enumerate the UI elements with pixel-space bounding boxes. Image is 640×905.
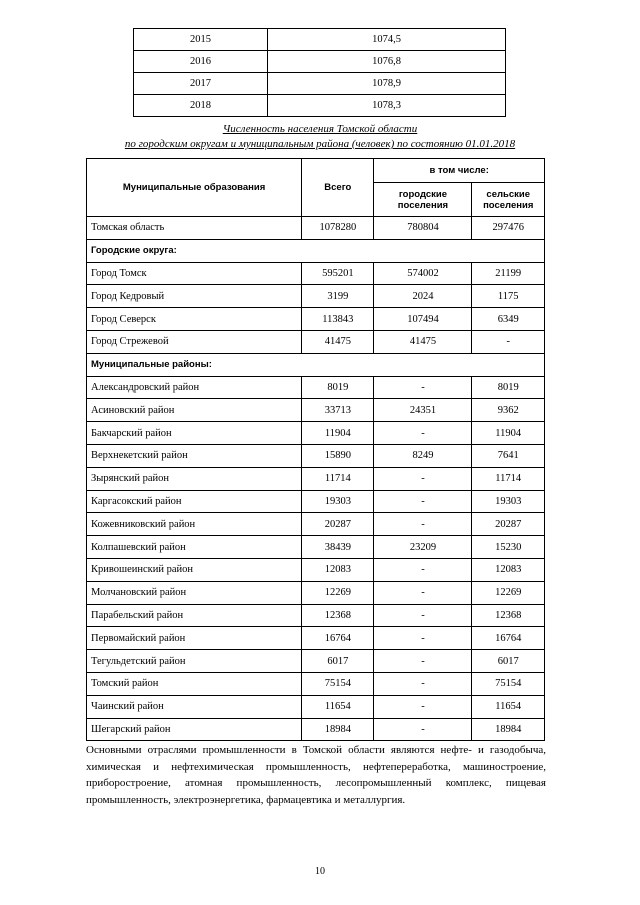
cell-urban: 574002 xyxy=(374,262,472,285)
cell-total: 11904 xyxy=(302,422,374,445)
cell-urban: - xyxy=(374,581,472,604)
table-row xyxy=(134,73,506,95)
table-row xyxy=(87,444,545,467)
cell-name: Тегульдетский район xyxy=(87,650,302,673)
cell-urban: - xyxy=(374,672,472,695)
cell-urban: - xyxy=(374,467,472,490)
population-by-year-table xyxy=(133,28,506,117)
cell-rural: 18984 xyxy=(472,718,545,741)
cell-name: Колпашевский район xyxy=(87,536,302,559)
table-row xyxy=(87,627,545,650)
cell-name: Парабельский район xyxy=(87,604,302,627)
cell-urban: 107494 xyxy=(374,308,472,331)
table-row xyxy=(87,604,545,627)
table-row xyxy=(87,308,545,331)
cell-total: 3199 xyxy=(302,285,374,308)
cell-rural: 297476 xyxy=(472,217,545,240)
table-row xyxy=(87,672,545,695)
cell-rural: 12083 xyxy=(472,558,545,581)
cell-name: Чаинский район xyxy=(87,695,302,718)
section-row-urban-districts xyxy=(87,239,545,262)
table-row xyxy=(87,330,545,353)
cell-value: 1078,9 xyxy=(268,73,506,95)
section-label: Муниципальные районы: xyxy=(87,353,545,376)
header-urban: городские поселения xyxy=(374,183,472,217)
caption-line-2: по городским округам и муниципальным района (человек) по состоянию 01.01.2018 xyxy=(124,138,516,150)
cell-urban: - xyxy=(374,376,472,399)
cell-name: Кривошеинский район xyxy=(87,558,302,581)
cell-total: 8019 xyxy=(302,376,374,399)
cell-name: Зырянский район xyxy=(87,467,302,490)
cell-total: 12083 xyxy=(302,558,374,581)
cell-urban: - xyxy=(374,422,472,445)
cell-name: Город Северск xyxy=(87,308,302,331)
cell-total: 19303 xyxy=(302,490,374,513)
cell-name: Бакчарский район xyxy=(87,422,302,445)
cell-rural: 21199 xyxy=(472,262,545,285)
table-row xyxy=(87,558,545,581)
cell-name: Город Томск xyxy=(87,262,302,285)
cell-urban: 41475 xyxy=(374,330,472,353)
cell-name: Верхнекетский район xyxy=(87,444,302,467)
table-row xyxy=(87,513,545,536)
table-row-region xyxy=(87,217,545,240)
cell-urban: - xyxy=(374,627,472,650)
cell-rural: 6349 xyxy=(472,308,545,331)
cell-name: Александровский район xyxy=(87,376,302,399)
cell-total: 1078280 xyxy=(302,217,374,240)
table-row xyxy=(87,650,545,673)
cell-urban: - xyxy=(374,650,472,673)
table-row xyxy=(87,536,545,559)
cell-total: 18984 xyxy=(302,718,374,741)
cell-total: 12368 xyxy=(302,604,374,627)
header-rural: сельские поселения xyxy=(472,183,545,217)
cell-year: 2015 xyxy=(134,29,268,51)
cell-total: 113843 xyxy=(302,308,374,331)
table-row xyxy=(87,399,545,422)
cell-total: 15890 xyxy=(302,444,374,467)
page-number: 10 xyxy=(315,866,325,877)
table-row xyxy=(134,29,506,51)
cell-total: 75154 xyxy=(302,672,374,695)
cell-urban: - xyxy=(374,718,472,741)
cell-rural: 16764 xyxy=(472,627,545,650)
cell-urban: 24351 xyxy=(374,399,472,422)
cell-urban: 2024 xyxy=(374,285,472,308)
population-by-municipality-table xyxy=(86,158,545,741)
cell-name: Томский район xyxy=(87,672,302,695)
cell-rural: 19303 xyxy=(472,490,545,513)
cell-rural: 11714 xyxy=(472,467,545,490)
cell-value: 1078,3 xyxy=(268,95,506,117)
table-row xyxy=(87,695,545,718)
cell-name: Томская область xyxy=(87,217,302,240)
cell-rural: 11654 xyxy=(472,695,545,718)
cell-rural: 12269 xyxy=(472,581,545,604)
cell-urban: - xyxy=(374,558,472,581)
cell-year: 2017 xyxy=(134,73,268,95)
cell-urban: 780804 xyxy=(374,217,472,240)
table-row xyxy=(87,718,545,741)
cell-name: Асиновский район xyxy=(87,399,302,422)
cell-rural: 12368 xyxy=(472,604,545,627)
cell-name: Первомайский район xyxy=(87,627,302,650)
section-label: Городские округа: xyxy=(87,239,545,262)
cell-total: 33713 xyxy=(302,399,374,422)
cell-rural: 9362 xyxy=(472,399,545,422)
table-row xyxy=(87,285,545,308)
cell-rural: 7641 xyxy=(472,444,545,467)
cell-total: 6017 xyxy=(302,650,374,673)
cell-year: 2016 xyxy=(134,51,268,73)
cell-total: 16764 xyxy=(302,627,374,650)
cell-total: 11714 xyxy=(302,467,374,490)
cell-rural: 15230 xyxy=(472,536,545,559)
table-row xyxy=(87,581,545,604)
cell-total: 20287 xyxy=(302,513,374,536)
cell-rural: 1175 xyxy=(472,285,545,308)
cell-urban: 23209 xyxy=(374,536,472,559)
table-row xyxy=(87,376,545,399)
cell-name: Молчановский район xyxy=(87,581,302,604)
table-row xyxy=(87,422,545,445)
table-row xyxy=(134,51,506,73)
cell-value: 1074,5 xyxy=(268,29,506,51)
cell-total: 38439 xyxy=(302,536,374,559)
section-row-municipal-districts xyxy=(87,353,545,376)
cell-total: 595201 xyxy=(302,262,374,285)
table-row xyxy=(134,95,506,117)
cell-year: 2018 xyxy=(134,95,268,117)
cell-rural: 6017 xyxy=(472,650,545,673)
cell-name: Шегарский район xyxy=(87,718,302,741)
cell-urban: 8249 xyxy=(374,444,472,467)
cell-rural: 8019 xyxy=(472,376,545,399)
cell-value: 1076,8 xyxy=(268,51,506,73)
header-including: в том числе: xyxy=(374,159,545,183)
cell-urban: - xyxy=(374,604,472,627)
cell-name: Каргасокский район xyxy=(87,490,302,513)
cell-urban: - xyxy=(374,490,472,513)
industry-paragraph: Основными отраслями промышленности в Томской области являются нефте- и газодобыча, химическая и нефтехимическая промышленность, нефтепереработка, машиностроение, приборостроение, атомная промышленность, лесопромышленный комплекс, пищевая промышленность, электроэнергетика, фармацевтика и металлургия. xyxy=(86,744,546,806)
table-row xyxy=(87,467,545,490)
cell-urban: - xyxy=(374,695,472,718)
cell-total: 12269 xyxy=(302,581,374,604)
cell-name: Город Стрежевой xyxy=(87,330,302,353)
table-caption xyxy=(0,122,640,152)
cell-total: 11654 xyxy=(302,695,374,718)
cell-urban: - xyxy=(374,513,472,536)
table-row xyxy=(87,262,545,285)
cell-rural: 11904 xyxy=(472,422,545,445)
cell-total: 41475 xyxy=(302,330,374,353)
cell-name: Кожевниковский район xyxy=(87,513,302,536)
cell-name: Город Кедровый xyxy=(87,285,302,308)
header-name: Муниципальные образования xyxy=(87,159,302,217)
table-row xyxy=(87,490,545,513)
cell-rural: - xyxy=(472,330,545,353)
caption-line-1: Численность населения Томской области xyxy=(222,123,418,135)
cell-rural: 20287 xyxy=(472,513,545,536)
header-total: Всего xyxy=(302,159,374,217)
cell-rural: 75154 xyxy=(472,672,545,695)
